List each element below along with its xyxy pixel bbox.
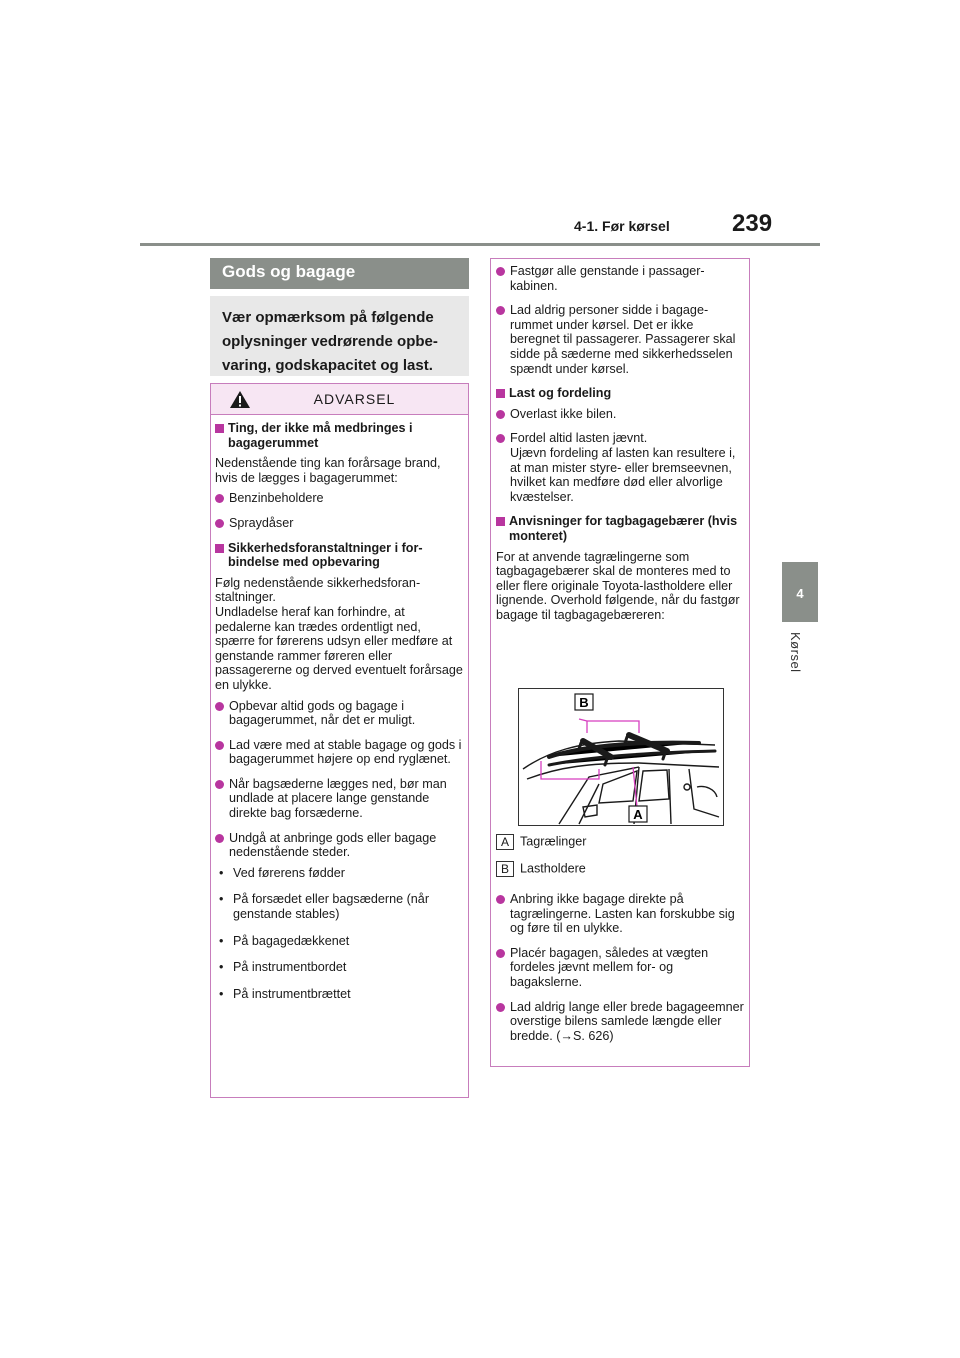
chapter-number: 4 bbox=[796, 586, 804, 601]
sub-list-item: • På bagagedækkenet bbox=[215, 934, 463, 949]
list-item: Benzinbeholdere bbox=[215, 491, 463, 506]
notice-content-lower bbox=[496, 892, 744, 1053]
paragraph: For at anvende tagrælingerne som tagbagagebærer skal de monteres med to eller flere originale Toyota-lastholdere eller lignende. Overhold følgende, når du fastgør bagage til tagbagagebæreren: bbox=[496, 549, 740, 622]
sub-list-item: • På instrumentbordet bbox=[215, 960, 463, 975]
legend-key-b: B bbox=[496, 861, 514, 877]
warning-title: ADVARSEL bbox=[313, 391, 396, 407]
car-roof-drawing bbox=[519, 689, 723, 825]
list-item: Overlast ikke bilen. bbox=[496, 407, 744, 422]
sub-list-item: • På forsædet eller bagsæderne (når genstande stables) bbox=[215, 892, 463, 921]
paragraph: Ujævn fordeling af lasten kan resultere i, at man mister styre- eller bremseevnen, hvilket kan medføre død eller alvorlige kvæstelser. bbox=[510, 445, 736, 504]
list-item: Lad aldrig personer sidde i bagagerummet under kørsel. Det er ikke beregnet til passagerer. Passagerer skal sidde på sæderne med sikkerhedsselen spændt under kørsel. bbox=[496, 303, 744, 376]
list-item: Fastgør alle genstande i passagerkabinen. bbox=[496, 264, 744, 293]
roof-rack-illustration bbox=[518, 688, 724, 826]
svg-text:B: B bbox=[579, 695, 589, 710]
warning-header bbox=[211, 384, 468, 415]
paragraph: Følg nedenstående sikkerhedsforanstaltninger. bbox=[215, 575, 421, 605]
notice-heading: Last og fordeling bbox=[496, 386, 744, 401]
sub-list-item: • Ved førerens fødder bbox=[215, 866, 463, 881]
list-item: Opbevar altid gods og bagage i bagagerummet, når det er muligt. bbox=[215, 699, 463, 728]
legend-label-a: Tagrælinger bbox=[520, 834, 587, 849]
header-rule bbox=[140, 243, 820, 246]
warning-heading: Sikkerhedsforanstaltninger i forbindelse med opbevaring bbox=[215, 541, 463, 570]
warning-heading: Ting, der ikke må medbringes i bagagerummet bbox=[215, 421, 463, 450]
label-b-marker bbox=[575, 694, 593, 710]
paragraph: Nedenstående ting kan forårsage brand, hvis de lægges i bagagerummet: bbox=[215, 456, 441, 485]
list-item: Undgå at anbringe gods eller bagage nedenstående steder. bbox=[215, 831, 463, 860]
legend-key-a: A bbox=[496, 834, 514, 850]
section-header: 4-1. Før kørsel bbox=[574, 218, 670, 234]
chapter-label: Kørsel bbox=[788, 632, 803, 673]
list-item: Når bagsæderne lægges ned, bør man undlade at placere lange genstande direkte bag forsæderne. bbox=[215, 777, 463, 821]
page-number: 239 bbox=[732, 210, 773, 237]
legend-label-b: Lastholdere bbox=[520, 861, 586, 876]
notice-heading: Anvisninger for tagbagagebærer (hvis monteret) bbox=[496, 514, 744, 543]
paragraph: Undladelse heraf kan forhindre, at pedalerne kan trædes ordentligt ned, spærre for førerens udsyn eller medføre at genstande rammer føreren eller passagererne og derved eventuelt forårsage en ulykke. bbox=[215, 604, 463, 692]
list-item: Spraydåser bbox=[215, 516, 463, 531]
legend-a bbox=[496, 834, 587, 850]
warning-icon bbox=[229, 390, 251, 409]
list-item: Placér bagagen, således at vægten fordeles jævnt mellem for- og bagakslerne. bbox=[496, 946, 744, 990]
list-item: Anbring ikke bagage direkte på tagrælingerne. Lasten kan forskubbe sig og føre til en ulykke. bbox=[496, 892, 744, 936]
sub-list-item: • På instrumentbrættet bbox=[215, 987, 463, 1002]
notice-content bbox=[496, 264, 744, 628]
warning-content bbox=[215, 421, 463, 1013]
list-item: Lad aldrig lange eller brede bagageemner overstige bilens samlede længde eller bredde. (→S. 626) bbox=[496, 1000, 744, 1044]
legend-b bbox=[496, 861, 586, 877]
list-item: Fordel altid lasten jævnt. bbox=[496, 431, 744, 446]
intro-box: Vær opmærksom på følgende oplysninger vedrørende opbevaring, godskapacitet og last. bbox=[210, 296, 469, 376]
label-a-marker bbox=[629, 806, 647, 822]
svg-text:A: A bbox=[633, 807, 643, 822]
list-item: Lad være med at stable bagage og gods i bagagerummet højere op end ryglænet. bbox=[215, 738, 463, 767]
chapter-tab bbox=[782, 562, 818, 622]
section-title: Gods og bagage bbox=[210, 258, 469, 289]
